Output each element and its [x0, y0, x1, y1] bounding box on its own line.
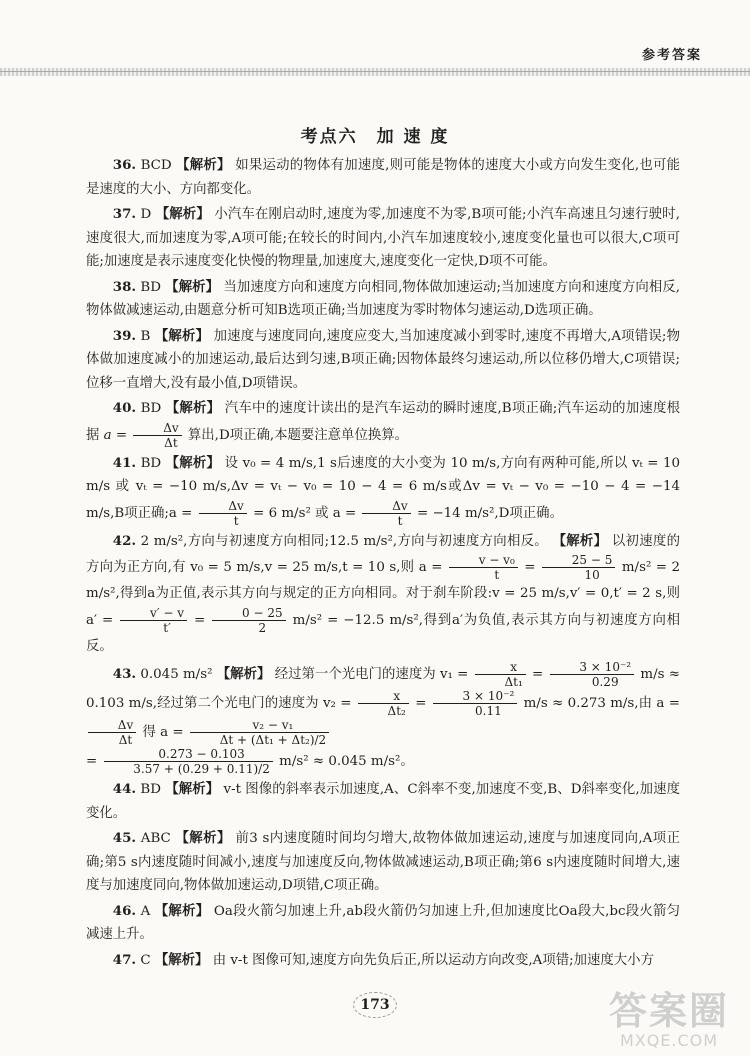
fraction: [550, 660, 635, 689]
fraction: [542, 553, 615, 582]
analysis-tag: 【解析】: [154, 951, 209, 968]
analysis-text: 由 v-t 图像可知,速度方向先负后正,所以运动方向改变,A项错;加速度大小方: [212, 952, 654, 968]
denominator: Δt: [118, 733, 133, 747]
item-number: 44.: [112, 781, 137, 797]
analysis-text: = 6 m/s² 或 a =: [253, 505, 357, 521]
page-number: 173: [353, 992, 396, 1018]
section-title: 考点六 加 速 度: [300, 127, 450, 147]
answer-42: [86, 530, 680, 659]
analysis-text: 得 a =: [142, 725, 184, 740]
analysis-tag: 【解析】: [216, 666, 271, 682]
fraction: [104, 747, 273, 776]
answer-36: [86, 154, 680, 201]
denominator: 0.29: [591, 675, 619, 689]
denominator: t′: [163, 620, 171, 635]
math-symbol: =: [86, 754, 98, 769]
analysis-text: 汽车中的速度计读出的是汽车运动的瞬时速度,B项正确;汽车运动的加速度根据: [86, 401, 681, 443]
analysis-tag: 【解析】: [165, 278, 220, 295]
analysis-tag: 【解析】: [176, 157, 231, 173]
answer-39: [86, 325, 680, 396]
denominator: Δt₂: [387, 704, 406, 718]
denominator: Δt: [164, 435, 178, 450]
item-number: 47.: [112, 951, 137, 968]
denominator: 2: [258, 620, 267, 635]
analysis-text: 以初速度的方向为正方向,有 v₀ = 5 m/s,v = 25 m/s,t = 10 s,则 a =: [86, 533, 681, 575]
denominator: 3.57 + (0.29 + 0.11)/2: [133, 762, 270, 776]
item-answer: 0.045 m/s²: [140, 667, 213, 682]
fraction: [199, 499, 247, 528]
item-number: 45.: [112, 830, 137, 846]
item-answer: ABC: [140, 831, 171, 846]
item-answer: D: [140, 207, 152, 222]
item-number: 43.: [112, 666, 137, 682]
numerator: Δv: [362, 499, 410, 514]
fraction: [88, 718, 136, 747]
fraction: [358, 689, 409, 718]
denominator: t: [233, 513, 239, 528]
analysis-tag: 【解析】: [175, 830, 231, 846]
analysis-text: m/s² = −12.5 m/s²,得到a′为负值,表示其方向与初速度方向相反。: [86, 612, 680, 654]
item-answer: C: [140, 952, 151, 968]
numerator: v′ − v: [120, 606, 187, 621]
header-label: 参考答案: [641, 48, 702, 63]
fraction: [475, 660, 526, 689]
item-number: 46.: [112, 902, 137, 919]
analysis-tag: 【解析】: [552, 532, 608, 549]
fraction: [433, 689, 518, 718]
numerator: 3 × 10⁻²: [433, 689, 518, 704]
analysis-tag: 【解析】: [154, 327, 210, 344]
item-answer: B: [140, 328, 151, 344]
answer-43: [86, 660, 680, 776]
fraction: [190, 718, 329, 747]
fraction: [212, 606, 285, 635]
analysis-tag: 【解析】: [155, 206, 210, 222]
denominator: 0.11: [475, 704, 502, 718]
item-answer: 2 m/s²,方向与初速度方向相同;12.5 m/s²,方向与初速度方向相反。: [140, 533, 548, 549]
analysis-text: 如果运动的物体有加速度,则可能是物体的速度大小或方向发生变化,也可能是速度的大小、方向都变化。: [86, 158, 680, 197]
denominator: t: [397, 513, 403, 528]
item-number: 38.: [112, 278, 137, 295]
analysis-text: 前3 s内速度随时间均匀增大,故物体做加速运动,速度与加速度同向,A项正确;第5 s内速度随时间减小,速度与加速度反向,物体做减速运动,B项正确;第6 s内速度随时间增大,速度与加速度同向,物体做加速运动,D项错,C项正确。: [86, 831, 680, 893]
item-answer: BD: [140, 782, 161, 797]
item-number: 39.: [112, 327, 137, 344]
header-rule: [0, 68, 750, 76]
answer-47: [86, 949, 680, 973]
denominator: Δt + (Δt₁ + Δt₂)/2: [219, 733, 327, 747]
numerator: Δv: [88, 718, 136, 733]
item-number: 42.: [112, 532, 137, 549]
math-symbol: =: [524, 560, 536, 575]
numerator: 0.273 − 0.103: [104, 747, 273, 762]
math-symbol: =: [415, 696, 427, 711]
answer-content: [86, 154, 680, 974]
denominator: 10: [584, 568, 600, 582]
analysis-text: 当加速度方向和速度方向相同,物体做加速运动;当加速度方向和速度方向相反,物体做减速运动,由题意分析可知B选项正确;当加速度为零时物体匀速运动,D选项正确。: [86, 279, 680, 318]
watermark-url: MXQE.COM: [619, 1031, 719, 1050]
fraction: [133, 421, 181, 450]
numerator: Δv: [133, 421, 181, 436]
item-number: 40.: [112, 400, 137, 416]
answer-44: [86, 778, 680, 825]
item-answer: BCD: [140, 158, 172, 173]
watermark-logo: 答案圈: [608, 989, 729, 1033]
item-answer: BD: [140, 279, 161, 295]
analysis-text: = −14 m/s²,D项正确。: [416, 505, 563, 521]
numerator: 3 × 10⁻²: [550, 660, 635, 675]
fraction: [362, 499, 410, 528]
item-answer: BD: [140, 401, 162, 416]
math-symbol: a =: [103, 427, 128, 443]
denominator: Δt₁: [504, 675, 523, 689]
numerator: Δv: [199, 499, 247, 514]
answer-38: [86, 276, 680, 323]
analysis-text: v-t 图像的斜率表示加速度,A、C斜率不变,加速度不变,B、D斜率变化,加速度变化。: [86, 782, 680, 821]
watermark: [594, 991, 744, 1050]
answer-40: [86, 397, 680, 450]
analysis-text: 加速度与速度同向,速度应变大,当加速度减小到零时,速度不再增大,A项错误;物体做加速度减小的加速运动,最后达到匀速,B项正确;因物体最终匀速运动,所以位移仍增大,C项错误;位移一直增大,没有最小值,D项错误。: [86, 328, 680, 391]
answer-37: [86, 203, 680, 274]
analysis-tag: 【解析】: [165, 454, 221, 471]
numerator: 25 − 5: [542, 553, 615, 568]
item-answer: BD: [140, 455, 162, 471]
answer-45: [86, 827, 680, 898]
answer-46: [86, 900, 680, 947]
analysis-text: 小汽车在刚启动时,速度为零,加速度不为零,B项可能;小汽车高速且匀速行驶时,速度很大,而加速度为零,A项可能;在较长的时间内,小汽车加速度较小,速度变化量也可以很大,C项可能;加速度是表示速度变化快慢的物理量,加速度大,速度变化一定快,D项不可能。: [86, 207, 680, 269]
analysis-text: Oa段火箭匀加速上升,ab段火箭仍匀加速上升,但加速度比Oa段大,bc段火箭匀减速上升。: [86, 903, 681, 942]
item-number: 41.: [112, 454, 137, 471]
analysis-tag: 【解析】: [165, 781, 220, 797]
answer-41: [86, 452, 680, 528]
analysis-text: 经过第一个光电门的速度为 v₁ =: [274, 667, 469, 682]
analysis-text: m/s ≈ 0.103 m/s,经过第二个光电门的速度为 v₂ =: [86, 667, 680, 711]
analysis-text: 设 v₀ = 4 m/s,1 s后速度的大小变为 10 m/s,方向有两种可能,所以 vₜ = 10 m/s 或 vₜ = −10 m/s,Δv = vₜ − v₀ = 10 − 4 = 6 m/s或Δv = vₜ − v₀ = −10 − 4 = −14 m/s,B项正确;a =: [86, 455, 681, 521]
item-number: 36.: [112, 157, 137, 173]
numerator: v₂ − v₁: [190, 718, 329, 733]
math-symbol: =: [532, 667, 544, 682]
numerator: x: [475, 660, 526, 675]
analysis-text: 算出,D项正确,本题要注意单位换算。: [187, 427, 409, 443]
analysis-text: m/s² = 2 m/s²,得到a为正值,表示其方向与规定的正方向相同。对于刹车阶段:v = 25 m/s,v′ = 0,t′ = 2 s,则 a′ =: [86, 560, 680, 628]
item-answer: A: [140, 903, 151, 919]
denominator: t: [494, 568, 500, 582]
numerator: v − v₀: [449, 553, 518, 568]
analysis-tag: 【解析】: [154, 902, 210, 919]
analysis-tag: 【解析】: [165, 400, 221, 416]
math-symbol: =: [194, 612, 206, 628]
fraction: [120, 606, 187, 635]
item-number: 37.: [112, 206, 137, 222]
analysis-text: m/s ≈ 0.273 m/s,由 a =: [523, 696, 680, 711]
analysis-text: m/s² ≈ 0.045 m/s²。: [279, 754, 414, 769]
numerator: x: [358, 689, 409, 704]
fraction: [449, 553, 518, 582]
numerator: 0 − 25: [212, 606, 285, 621]
